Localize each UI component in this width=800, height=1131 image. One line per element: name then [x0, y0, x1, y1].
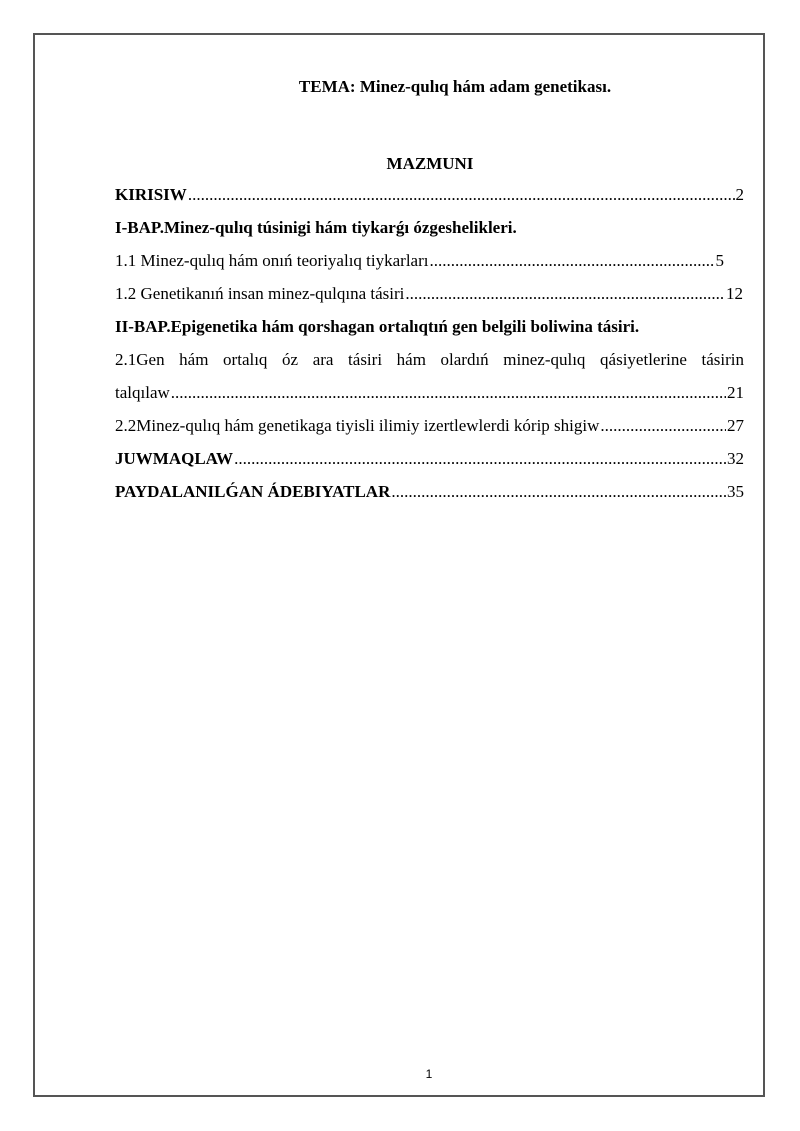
toc-leader-dots [171, 382, 726, 404]
document-topic: TEMA: Minez-qulıq hám adam genetikası. [298, 77, 612, 96]
toc-entry-page: 12 [726, 284, 743, 303]
toc-entry-label: KIRISIW [115, 185, 187, 204]
toc-entry-page: 2 [735, 185, 744, 204]
toc-entry-page: 32 [727, 449, 744, 468]
toc-entry-references [115, 481, 744, 503]
contents-heading: MAZMUNI [386, 154, 474, 173]
toc-leader-dots [234, 448, 726, 470]
toc-leader-dots [429, 250, 714, 272]
toc-entry-intro [115, 184, 744, 206]
toc-entry-label: 1.1 Minez-qulıq hám onıń teoriyalıq tiykarları [115, 251, 429, 270]
toc-chapter-2 [115, 316, 744, 338]
table-of-contents [115, 184, 744, 503]
toc-entry-page: 21 [727, 383, 744, 402]
toc-entry-page: 5 [715, 251, 724, 270]
toc-entry-label: PAYDALANILǴAN ÁDEBIYATLAR [115, 482, 391, 501]
toc-entry-2-2 [115, 415, 744, 437]
toc-entry-2-1-first-line: 2.1Gen hám ortalıq óz ara tásiri hám olardıń minez-qulıq qásiyetlerine tásirin [115, 350, 744, 369]
toc-entry-1-2 [115, 283, 743, 305]
toc-leader-dots [391, 481, 726, 503]
toc-entry-conclusion [115, 448, 744, 470]
toc-leader-dots [600, 415, 726, 437]
toc-leader-dots [405, 283, 725, 305]
toc-chapter-label: II-BAP.Epigenetika hám qorshagan ortalıqtıń gen belgili boliwina tásiri. [115, 317, 640, 336]
toc-entry-1-1 [115, 250, 724, 272]
page-number: 1 [425, 1067, 433, 1081]
toc-entry-2-1 [115, 382, 744, 404]
toc-entry-label: talqılaw [115, 383, 170, 402]
toc-entry-label: 2.2Minez-qulıq hám genetikaga tiyisli ilimiy izertlewlerdi kórip shigiw [115, 416, 600, 435]
toc-entry-label: 1.2 Genetikanıń insan minez-qulqına tásiri [115, 284, 405, 303]
toc-chapter-label: I-BAP.Minez-qulıq túsinigi hám tiykarǵı ózgeshelikleri. [115, 218, 517, 237]
toc-entry-label: JUWMAQLAW [115, 449, 234, 468]
toc-leader-dots [188, 184, 735, 206]
toc-entry-page: 35 [727, 482, 744, 501]
toc-entry-page: 27 [727, 416, 744, 435]
toc-chapter-1 [115, 217, 744, 239]
